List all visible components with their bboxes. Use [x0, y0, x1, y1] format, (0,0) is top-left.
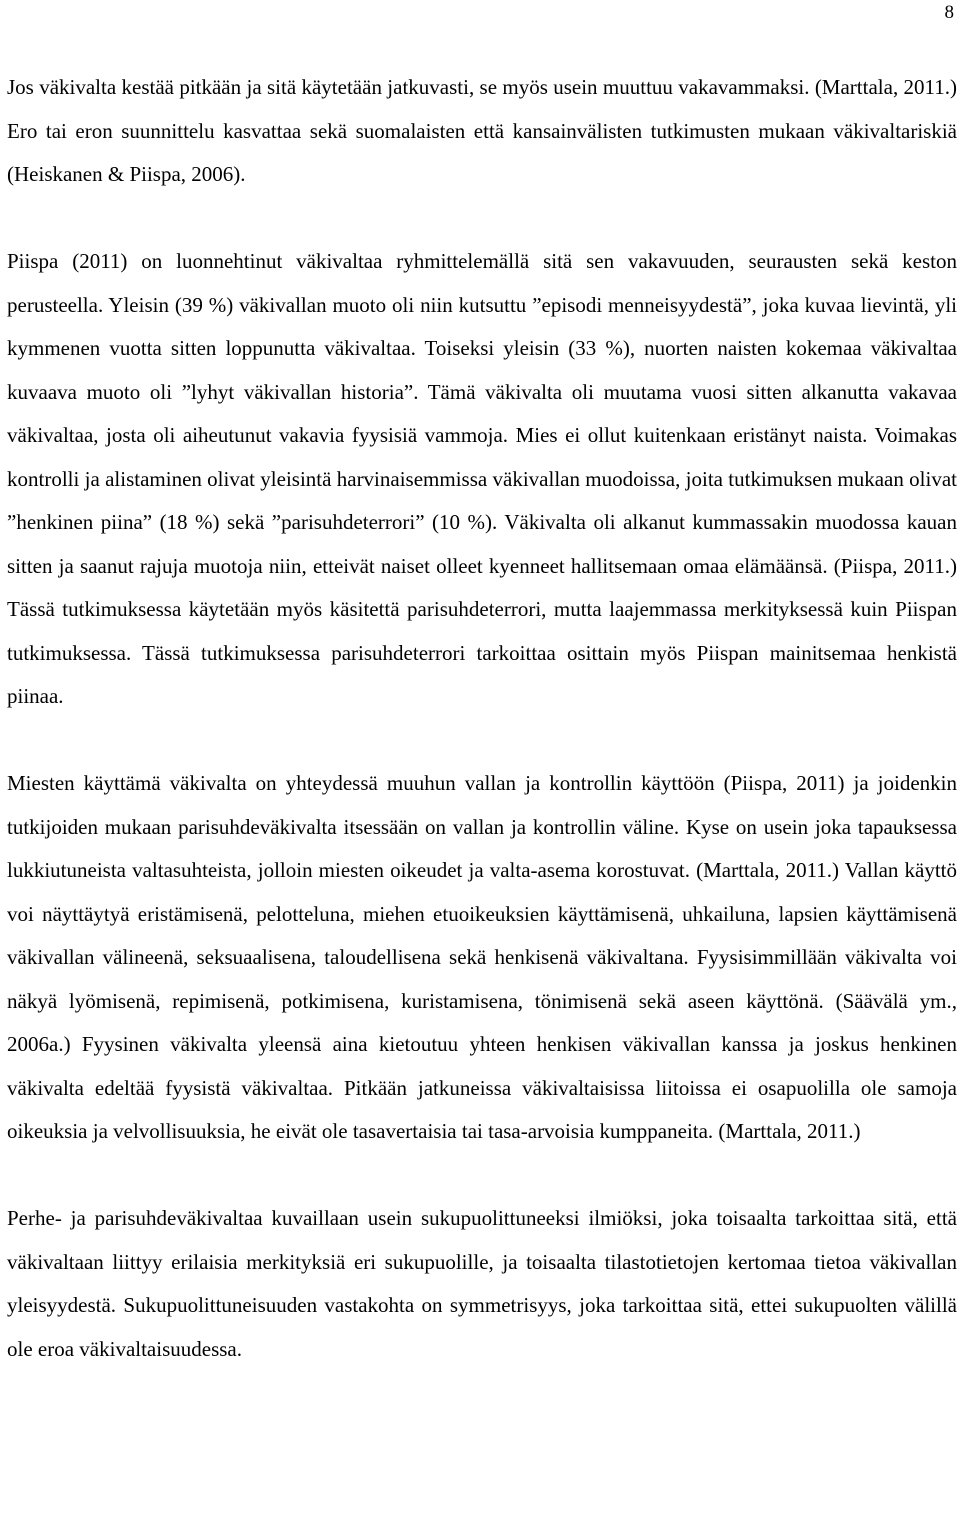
page-number: 8: [944, 2, 954, 23]
paragraph-3: Miesten käyttämä väkivalta on yhteydessä muuhun vallan ja kontrollin käyttöön (Piispa, 2011) ja joidenkin tutkijoiden mukaan parisuhdeväkivalta itsessään on vallan ja kontrollin väline. Kyse on usein joka tapauksessa lukkiutuneista valtasuhteista, jolloin miesten oikeudet ja valta-asema korostuvat. (Marttala, 2011.) Vallan käyttö voi näyttäytyä eristämisenä, pelotteluna, miehen etuoikeuksien käyttämisenä, uhkailuna, lapsien käyttämisenä väkivallan välineenä, seksuaalisena, taloudellisena sekä henkisenä väkivaltana. Fyysisimmillään väkivalta voi näkyä lyömisenä, repimisenä, potkimisena, kuristamisena, tönimisenä sekä aseen käyttönä. (Säävälä ym., 2006a.) Fyysinen väkivalta yleensä aina kietoutuu yhteen henkisen väkivallan kanssa ja joskus henkinen väkivalta edeltää fyysistä väkivaltaa. Pitkään jatkuneissa väkivaltaisissa liitoissa ei osapuolilla ole samoja oikeuksia ja velvollisuuksia, he eivät ole tasavertaisia tai tasa-arvoisia kumppaneita. (Marttala, 2011.): [7, 771, 957, 1143]
paragraph-4: Perhe- ja parisuhdeväkivaltaa kuvaillaan usein sukupuolittuneeksi ilmiöksi, joka toisaalta tarkoittaa sitä, että väkivaltaan liittyy erilaisia merkityksiä eri sukupuolille, ja toisaalta tilastotietojen kertomaa tietoa väkivallan yleisyydestä. Sukupuolittuneisuuden vastakohta on symmetrisyys, joka tarkoittaa sitä, ettei sukupuolten välillä ole eroa väkivaltaisuudessa.: [7, 1206, 957, 1361]
document-body: [7, 66, 957, 1371]
paragraph-2: Piispa (2011) on luonnehtinut väkivaltaa ryhmittelemällä sitä sen vakavuuden, seurausten sekä keston perusteella. Yleisin (39 %) väkivallan muoto oli niin kutsuttu ”episodi menneisyydestä”, joka kuvaa lievintä, yli kymmenen vuotta sitten loppunutta väkivaltaa. Toiseksi yleisin (33 %), nuorten naisten kokemaa väkivaltaa kuvaava muoto oli ”lyhyt väkivallan historia”. Tämä väkivalta oli muutama vuosi sitten alkanutta vakavaa väkivaltaa, josta oli aiheutunut vakavia fyysisiä vammoja. Mies ei ollut kuitenkaan eristänyt naista. Voimakas kontrolli ja alistaminen olivat yleisintä harvinaisemmissa väkivallan muodoissa, joita tutkimuksen mukaan olivat ”henkinen piina” (18 %) sekä ”parisuhdeterrori” (10 %). Väkivalta oli alkanut kummassakin muodossa kauan sitten ja saanut rajuja muotoja niin, etteivät naiset olleet kyenneet hallitsemaan omaa elämäänsä. (Piispa, 2011.) Tässä tutkimuksessa käytetään myös käsitettä parisuhdeterrori, mutta laajemmassa merkityksessä kuin Piispan tutkimuksessa. Tässä tutkimuksessa parisuhdeterrori tarkoittaa osittain myös Piispan mainitsemaa henkistä piinaa.: [7, 249, 957, 708]
paragraph-1: Jos väkivalta kestää pitkään ja sitä käytetään jatkuvasti, se myös usein muuttuu vakavammaksi. (Marttala, 2011.) Ero tai eron suunnittelu kasvattaa sekä suomalaisten että kansainvälisten tutkimusten mukaan väkivaltariskiä (Heiskanen & Piispa, 2006).: [7, 75, 957, 186]
